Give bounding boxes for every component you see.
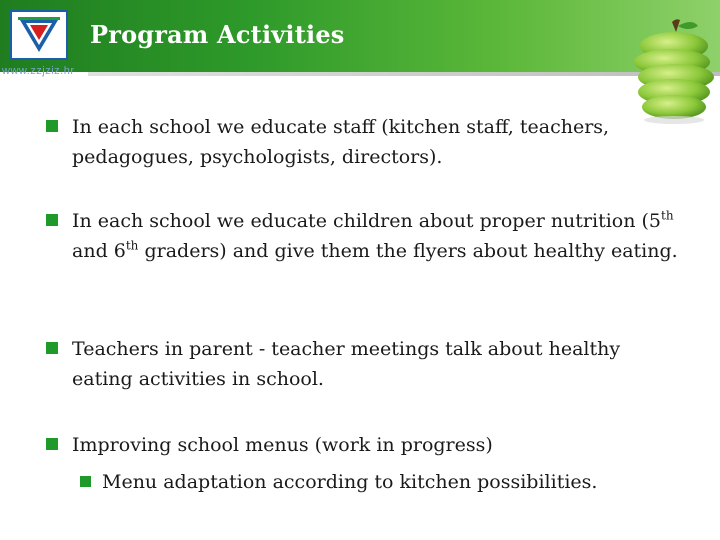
apple-slices-icon bbox=[632, 18, 718, 124]
website-url: www.zzjziz.hr bbox=[2, 65, 75, 77]
square-bullet-icon bbox=[46, 120, 58, 132]
school-logo bbox=[10, 10, 68, 60]
list-item: In each school we educate children about proper nutrition (5th and 6th graders) and give them the flyers about healthy eating. bbox=[46, 206, 686, 266]
logo-emblem-icon bbox=[12, 12, 66, 58]
square-bullet-icon bbox=[46, 438, 58, 450]
list-item: Improving school menus (work in progress) bbox=[46, 430, 686, 460]
square-bullet-icon bbox=[46, 214, 58, 226]
list-item: Teachers in parent - teacher meetings talk about healthy eating activities in school. bbox=[46, 334, 686, 394]
square-bullet-icon bbox=[46, 342, 58, 354]
list-item: In each school we educate staff (kitchen staff, teachers, pedagogues, psychologists, directors). bbox=[46, 112, 686, 172]
page-title: Program Activities bbox=[90, 20, 345, 49]
square-bullet-icon bbox=[80, 476, 91, 487]
sub-list-item: Menu adaptation according to kitchen possibilities. bbox=[80, 467, 680, 497]
header-divider bbox=[88, 72, 720, 76]
